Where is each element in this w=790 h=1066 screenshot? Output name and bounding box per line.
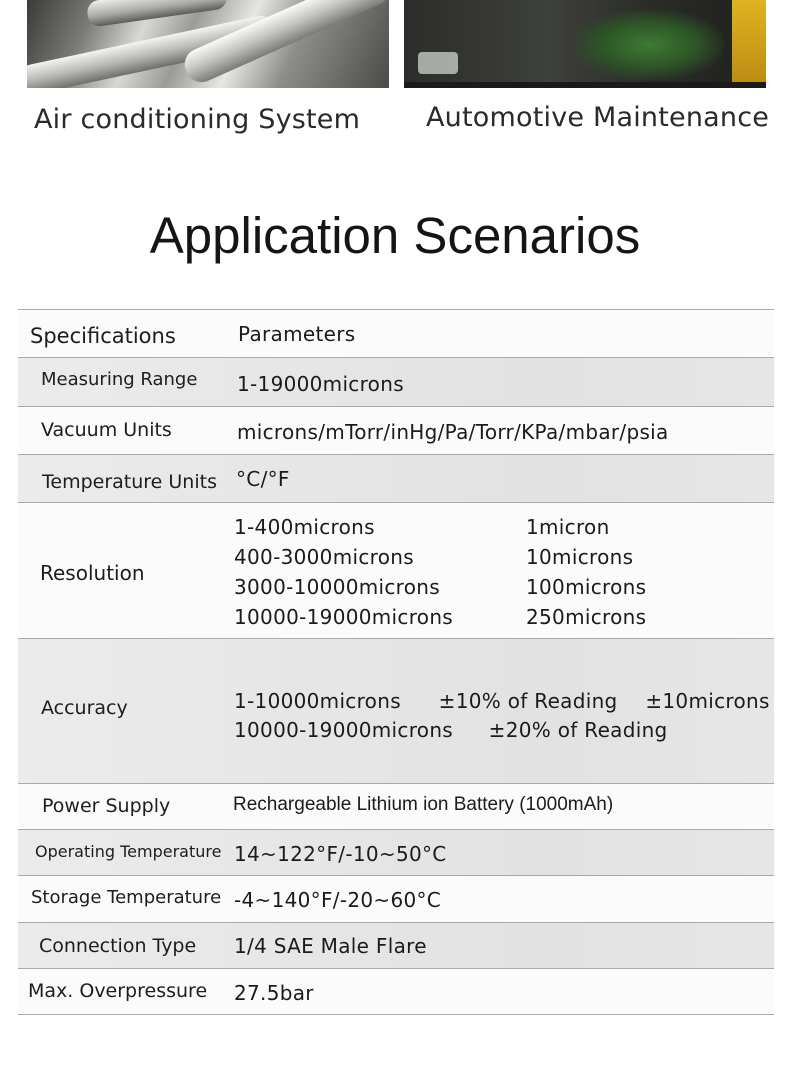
power-supply-label: Power Supply	[42, 795, 171, 817]
temperature-units-label: Temperature Units	[42, 471, 217, 493]
air-conditioning-caption: Air conditioning System	[34, 104, 361, 135]
table-row	[18, 923, 774, 969]
storage-temperature-label: Storage Temperature	[31, 887, 222, 908]
accuracy-range: 1-10000microns	[234, 689, 401, 713]
max-overpressure-label: Max. Overpressure	[28, 980, 208, 1002]
resolution-label: Resolution	[40, 561, 145, 585]
table-row	[18, 503, 774, 639]
table-row	[18, 876, 774, 923]
table-row	[18, 455, 774, 503]
max-overpressure-value: 27.5bar	[234, 981, 314, 1005]
resolution-range: 1-400microns	[234, 515, 375, 539]
table-row	[18, 969, 774, 1015]
power-supply-value: Rechargeable Lithium ion Battery (1000mAh)	[233, 794, 614, 815]
vacuum-units-value: microns/mTorr/inHg/Pa/Torr/KPa/mbar/psia	[237, 420, 669, 444]
parameters-header: Parameters	[238, 322, 356, 346]
connection-type-label: Connection Type	[39, 935, 197, 957]
table-row	[18, 830, 774, 876]
table-row	[18, 407, 774, 455]
specifications-header: Specifications	[30, 324, 176, 348]
table-row	[18, 639, 774, 784]
resolution-step: 100microns	[526, 575, 647, 599]
accuracy-label: Accuracy	[41, 697, 128, 719]
operating-temperature-label: Operating Temperature	[35, 842, 222, 861]
air-conditioning-photo	[27, 0, 389, 88]
resolution-values	[234, 515, 726, 629]
photo-edge	[404, 82, 766, 88]
engine-glow	[574, 10, 724, 80]
yellow-tool	[732, 0, 766, 88]
table-row	[18, 784, 774, 830]
resolution-range: 10000-19000microns	[234, 605, 454, 629]
operating-temperature-value: 14~122°F/-10~50°C	[234, 842, 447, 866]
connection-type-value: 1/4 SAE Male Flare	[234, 934, 427, 958]
accuracy-values	[234, 687, 770, 745]
automotive-maintenance-caption: Automotive Maintenance	[426, 102, 770, 133]
resolution-step: 250microns	[526, 605, 647, 629]
duct-pipe	[180, 0, 389, 87]
accuracy-reading: ±10% of Reading	[438, 689, 618, 713]
temperature-units-value: °C/°F	[236, 467, 290, 491]
section-title: Application Scenarios	[149, 207, 641, 264]
duct-pipe	[86, 0, 228, 28]
accuracy-range: 10000-19000microns	[234, 718, 454, 742]
automotive-maintenance-photo	[404, 0, 766, 88]
measuring-range-label: Measuring Range	[41, 369, 198, 390]
vacuum-units-label: Vacuum Units	[41, 419, 172, 441]
resolution-range: 400-3000microns	[234, 545, 414, 569]
resolution-step: 1micron	[526, 515, 610, 539]
table-row	[18, 358, 774, 407]
storage-temperature-value: -4~140°F/-20~60°C	[234, 888, 442, 912]
accuracy-extra: ±10microns	[645, 689, 770, 713]
table-header-row	[18, 310, 774, 358]
gauge-label	[418, 52, 458, 74]
resolution-range: 3000-10000microns	[234, 575, 440, 599]
accuracy-reading: ±20% of Reading	[488, 718, 668, 742]
specifications-table	[18, 309, 774, 1015]
measuring-range-value: 1-19000microns	[237, 372, 404, 396]
resolution-step: 10microns	[526, 545, 634, 569]
